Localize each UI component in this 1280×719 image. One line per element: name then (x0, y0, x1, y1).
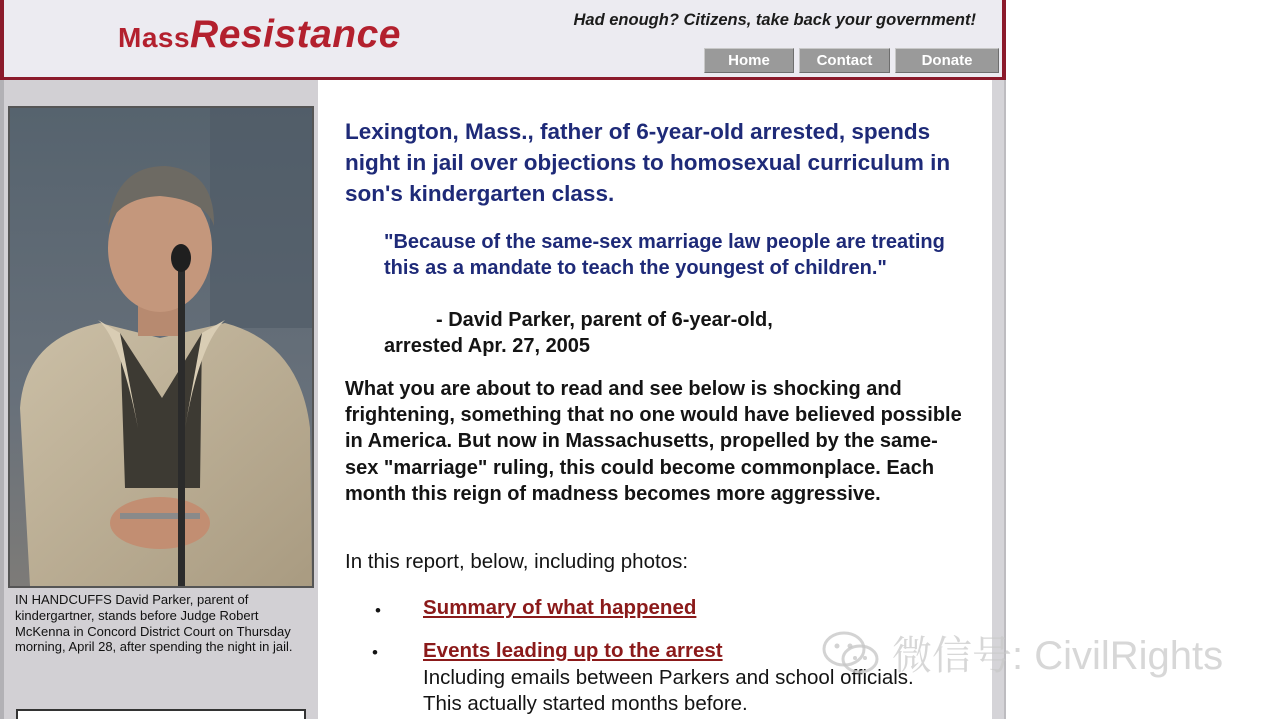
nav-donate-button[interactable]: Donate (895, 48, 999, 73)
nav-home-button[interactable]: Home (704, 48, 794, 73)
photo-caption: IN HANDCUFFS David Parker, parent of kindergartner, stands before Judge Robert McKenna in Concord District Court on Thursday morning, April 28, after spending the night in jail. (15, 592, 293, 655)
intro-paragraph: What you are about to read and see below is shocking and frightening, something that no one would have believed possible in America. But now in Massachusetts, propelled by the same-sex "marriage" ruling, this could become commonplace. Each month this reign of madness becomes more aggressive. (345, 378, 962, 505)
site-header (0, 0, 1006, 80)
wechat-icon (820, 627, 882, 679)
list-bullet: • (375, 601, 381, 620)
photo-illustration (10, 108, 312, 586)
quote-author-line2: arrested Apr. 27, 2005 (384, 335, 591, 357)
site-tagline: Had enough? Citizens, take back your government! (573, 11, 976, 29)
report-lead-text: In this report, below, including photos: (345, 550, 689, 573)
courtroom-photo (8, 106, 314, 588)
logo-mass-text: Mass (118, 22, 191, 53)
wechat-watermark (820, 624, 1223, 681)
link-events-leading-up[interactable]: Events leading up to the arrest (423, 639, 723, 662)
quote-author-line1: - David Parker, parent of 6-year-old, (436, 309, 773, 331)
pull-quote: "Because of the same-sex marriage law people are treating this as a mandate to teach the youngest of children." (384, 231, 945, 279)
top-nav (704, 48, 999, 73)
quote-attribution (384, 307, 974, 359)
article-headline: Lexington, Mass., father of 6-year-old arrested, spends night in jail over objections to homosexual curriculum in son's kindergarten class. (345, 119, 951, 206)
list-bullet: • (372, 643, 378, 662)
watermark-text: 微信号: CivilRights (892, 634, 1224, 678)
nav-contact-button[interactable]: Contact (799, 48, 890, 73)
link-summary[interactable]: Summary of what happened (423, 596, 697, 619)
sidebar-box (16, 709, 306, 719)
link-description: Including emails between Parkers and school officials. This actually started months before. (423, 666, 914, 715)
logo-resistance-text: Resistance (190, 13, 401, 56)
site-logo[interactable] (118, 13, 401, 57)
